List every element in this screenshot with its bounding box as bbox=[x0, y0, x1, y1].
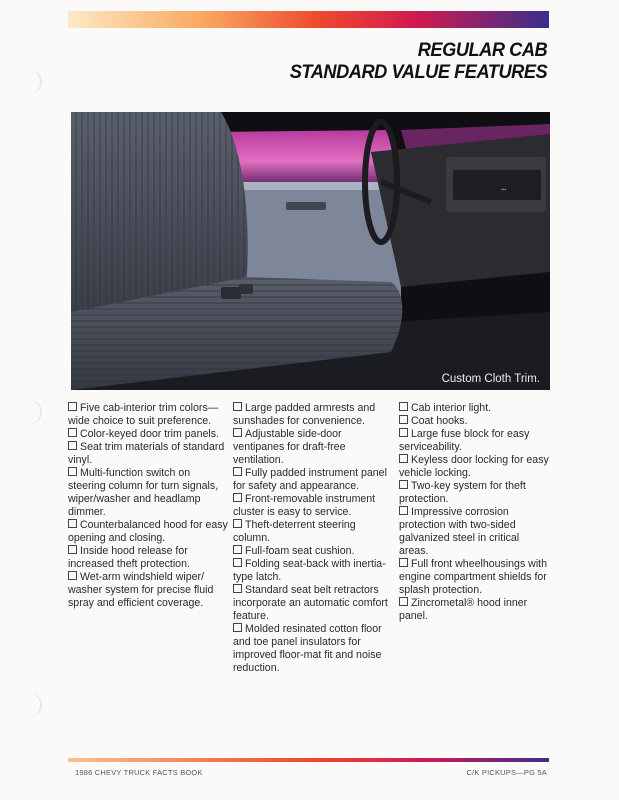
feature-item: Fully padded instrument panel for safety and appearance. bbox=[233, 467, 387, 492]
svg-text:▪▪▪: ▪▪▪ bbox=[501, 187, 507, 193]
checkbox-icon bbox=[68, 571, 77, 580]
feature-item: Keyless door locking for easy vehicle locking. bbox=[399, 454, 549, 479]
checkbox-icon bbox=[233, 428, 242, 437]
checkbox-icon bbox=[399, 402, 408, 411]
page-title-line1: REGULAR CAB bbox=[417, 40, 547, 61]
feature-item: Counterbalanced hood for easy opening and closing. bbox=[68, 519, 228, 544]
checkbox-icon bbox=[68, 402, 77, 411]
checkbox-icon bbox=[399, 454, 408, 463]
checkbox-icon bbox=[233, 493, 242, 502]
checkbox-icon bbox=[233, 545, 242, 554]
feature-item: Two-key system for theft protection. bbox=[399, 480, 526, 505]
checkbox-icon bbox=[399, 428, 408, 437]
binder-hole-middle bbox=[18, 400, 42, 424]
photo-caption: Custom Cloth Trim. bbox=[441, 373, 540, 385]
feature-item: Standard seat belt retractors incorporate an automatic comfort feature. bbox=[233, 584, 388, 622]
checkbox-icon bbox=[68, 467, 77, 476]
checkbox-icon bbox=[399, 506, 408, 515]
feature-column-2 bbox=[233, 402, 393, 675]
checkbox-icon bbox=[233, 558, 242, 567]
feature-item: Multi-function switch on steering column for turn signals, wiper/washer and headlamp dimmer. bbox=[68, 467, 219, 518]
feature-item: Full-foam seat cushion. bbox=[233, 545, 393, 558]
checkbox-icon bbox=[233, 623, 242, 632]
feature-item: Zincrometal® hood inner panel. bbox=[399, 597, 528, 622]
feature-column-3 bbox=[399, 402, 549, 623]
footer-book-title: 1986 CHEVY TRUCK FACTS BOOK bbox=[75, 768, 203, 777]
feature-item: Large padded armrests and sunshades for convenience. bbox=[233, 402, 376, 427]
feature-item: Impressive corrosion protection with two-sided galvanized steel in critical areas. bbox=[399, 506, 520, 557]
checkbox-icon bbox=[233, 584, 242, 593]
feature-item: Full front wheelhousings with engine compartment shields for splash protection. bbox=[399, 558, 548, 596]
feature-item: Coat hooks. bbox=[399, 415, 549, 428]
top-color-bar bbox=[68, 11, 549, 28]
checkbox-icon bbox=[233, 402, 242, 411]
feature-item: Five cab-interior trim colors—wide choice to suit preference. bbox=[68, 402, 219, 427]
checkbox-icon bbox=[68, 519, 77, 528]
checkbox-icon bbox=[68, 441, 77, 450]
binder-hole-top bbox=[18, 70, 42, 94]
interior-photo bbox=[71, 112, 550, 390]
feature-item: Cab interior light. bbox=[399, 402, 549, 415]
feature-item: Color-keyed door trim panels. bbox=[68, 428, 228, 441]
checkbox-icon bbox=[68, 545, 77, 554]
bottom-color-bar bbox=[68, 758, 549, 762]
checkbox-icon bbox=[399, 480, 408, 489]
checkbox-icon bbox=[399, 597, 408, 606]
feature-item: Molded resinated cotton floor and toe panel insulators for improved floor-mat fit and noise reduction. bbox=[233, 623, 382, 674]
footer-page-number: C/K PICKUPS—PG 5A bbox=[466, 768, 547, 777]
feature-item: Theft-deterrent steering column. bbox=[233, 519, 356, 544]
feature-column-1 bbox=[68, 402, 228, 610]
feature-item: Folding seat-back with inertia-type latch. bbox=[233, 558, 386, 583]
feature-item: Front-removable instrument cluster is easy to service. bbox=[233, 493, 376, 518]
page-title-line2: STANDARD VALUE FEATURES bbox=[289, 62, 547, 83]
feature-item: Large fuse block for easy serviceability. bbox=[399, 428, 530, 453]
checkbox-icon bbox=[233, 467, 242, 476]
feature-item: Adjustable side-door ventipanes for draft-free ventilation. bbox=[233, 428, 346, 466]
feature-item: Seat trim materials of standard vinyl. bbox=[68, 441, 225, 466]
checkbox-icon bbox=[233, 519, 242, 528]
checkbox-icon bbox=[399, 415, 408, 424]
feature-item: Inside hood release for increased theft protection. bbox=[68, 545, 190, 570]
binder-hole-bottom bbox=[18, 693, 42, 717]
checkbox-icon bbox=[68, 428, 77, 437]
feature-item: Wet-arm windshield wiper/ washer system for precise fluid spray and efficient coverage. bbox=[68, 571, 214, 609]
truck-interior-illustration bbox=[71, 112, 550, 390]
checkbox-icon bbox=[399, 558, 408, 567]
page-title bbox=[289, 40, 547, 84]
